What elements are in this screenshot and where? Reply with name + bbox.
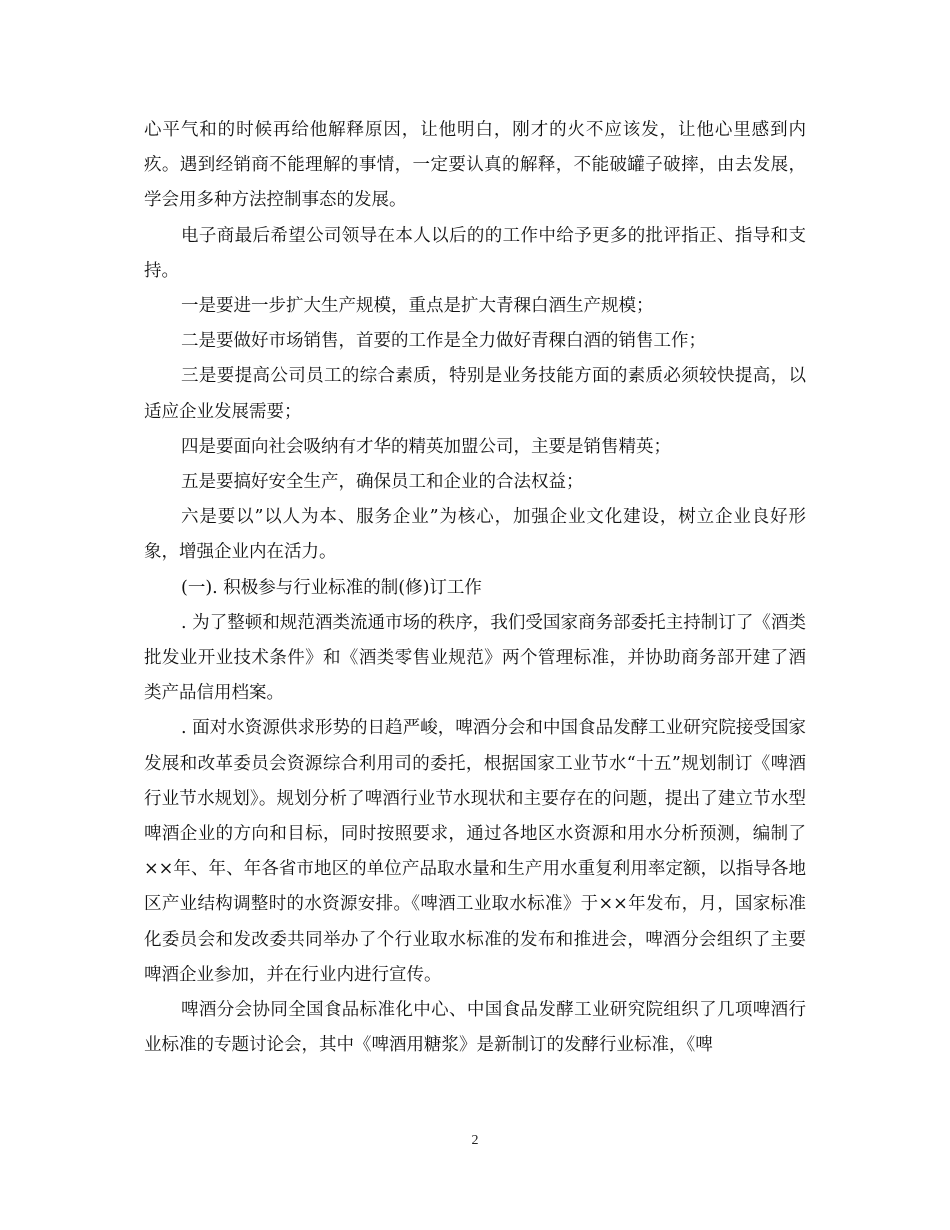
paragraph-3: 一是要进一步扩大生产规模，重点是扩大青稞白酒生产规模；: [181, 296, 654, 317]
paragraph-6: 四是要面向社会吸纳有才华的精英加盟公司，主要是销售精英；: [181, 436, 671, 457]
section-heading: (一). 积极参与行业标准的制(修)订工作: [181, 577, 482, 598]
paragraph-12: 啤酒分会协同全国食品标准化中心、中国食品发酵工业研究院组织了几项啤酒行业标准的专题讨论会，其中《啤酒用糖浆》是新制订的发酵行业标准，《啤: [144, 1000, 806, 1056]
page-number: 2: [471, 1133, 479, 1148]
paragraph-11: . 面对水资源供求形势的日趋严峻，啤酒分会和中国食品发酵工业研究院接受国家发展和改革委员会资源综合利用司的委托，根据国家工业节水“十五”规划制订《啤酒行业节水规划》。规划分析了啤酒行业节水现状和主要存在的问题，提出了建立节水型啤酒企业的方向和目标，同时按照要求，通过各地区水资源和用水分析预测，编制了××年、年、年各省市地区的单位产品取水量和生产用水重复利用率定额，以指导各地区产业结构调整时的水资源安排。《啤酒工业取水标准》于××年发布，月，国家标准化委员会和发改委共同举办了个行业取水标准的发布和推进会，啤酒分会组织了主要啤酒企业参加，并在行业内进行宣传。: [144, 718, 806, 985]
paragraph-5: 三是要提高公司员工的综合素质，特别是业务技能方面的素质必须较快提高，以适应企业发展需要；: [144, 366, 806, 422]
document-body: [144, 113, 806, 1063]
paragraph-7: 五是要搞好安全生产，确保员工和企业的合法权益；: [181, 472, 584, 493]
paragraph-10: . 为了整顿和规范酒类流通市场的秩序，我们受国家商务部委托主持制订了《酒类批发业开业技术条件》和《酒类零售业规范》两个管理标准，并协助商务部开建了酒类产品信用档案。: [144, 612, 806, 704]
paragraph-2: 电子商最后希望公司领导在本人以后的的工作中给予更多的批评指正、指导和支持。: [144, 225, 806, 281]
paragraph-1: 心平气和的时候再给他解释原因，让他明白，刚才的火不应该发，让他心里感到内疚。遇到经销商不能理解的事情，一定要认真的解释，不能破罐子破摔，由去发展，学会用多种方法控制事态的发展。: [144, 120, 806, 211]
paragraph-4: 二是要做好市场销售，首要的工作是全力做好青稞白酒的销售工作；: [181, 331, 706, 352]
paragraph-8: 六是要以”以人为本、服务企业”为核心，加强企业文化建设，树立企业良好形象，增强企业内在活力。: [144, 507, 806, 563]
